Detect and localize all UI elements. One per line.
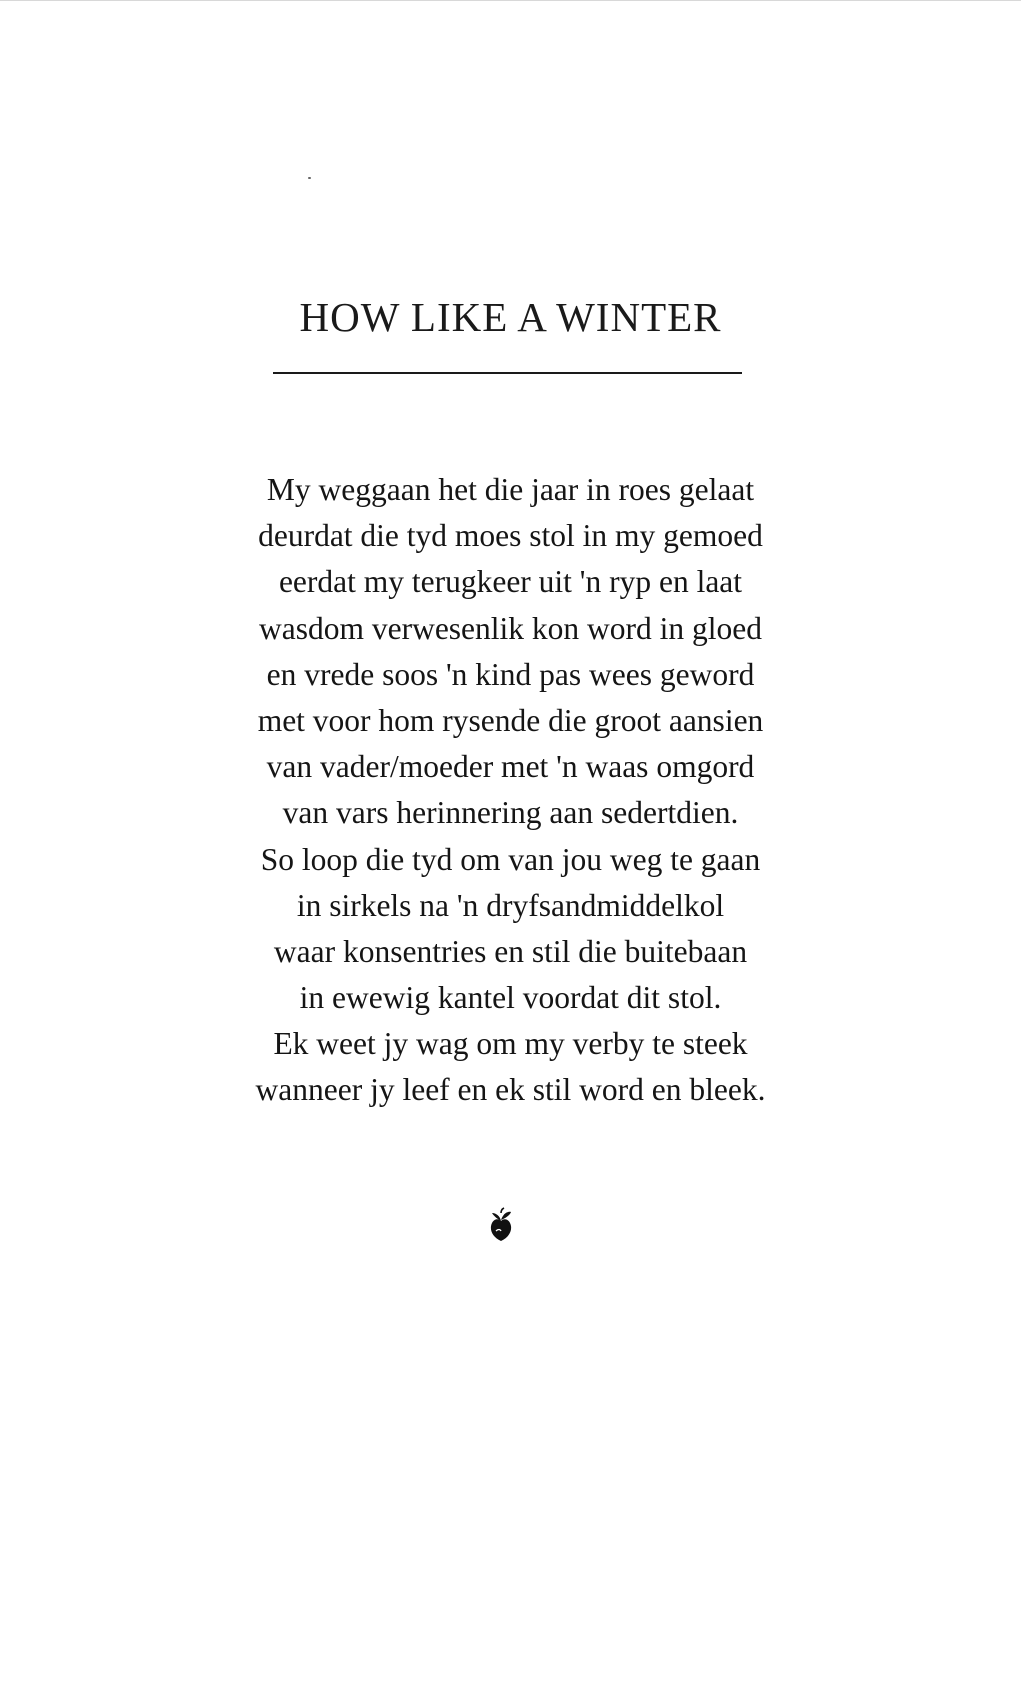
poem-line: wasdom verwesenlik kon word in gloed [258,610,763,646]
title-rule [273,372,742,374]
poem-line: eerdat my terugkeer uit 'n ryp en laat [278,564,743,600]
poem-line: deurdat die tyd moes stol in my gemoed [258,518,763,554]
fleuron-ornament-icon [486,1207,516,1243]
print-speck [308,177,311,179]
poem-title: HOW LIKE A WINTER [299,294,722,340]
poem-line: van vars herinnering aan sedertdien. [282,795,739,831]
poem-line: in sirkels na 'n dryfsandmiddelkol [296,887,725,923]
poem-line: wanneer jy leef en ek stil word en bleek. [255,1072,766,1108]
poem-body [0,467,1021,1114]
poem-line: van vader/moeder met 'n waas omgord [266,749,755,785]
poem-line: Ek weet jy wag om my verby te steek [273,1026,748,1062]
poem-line: waar konsentries en stil die buitebaan [273,933,748,969]
poem-line: in ewewig kantel voordat dit stol. [299,980,722,1016]
poem-line: So loop die tyd om van jou weg te gaan [260,841,761,877]
poem-line: met voor hom rysende die groot aansien [257,702,764,738]
poem-line: en vrede soos 'n kind pas wees geword [266,656,755,692]
poem-line: My weggaan het die jaar in roes gelaat [266,472,755,507]
